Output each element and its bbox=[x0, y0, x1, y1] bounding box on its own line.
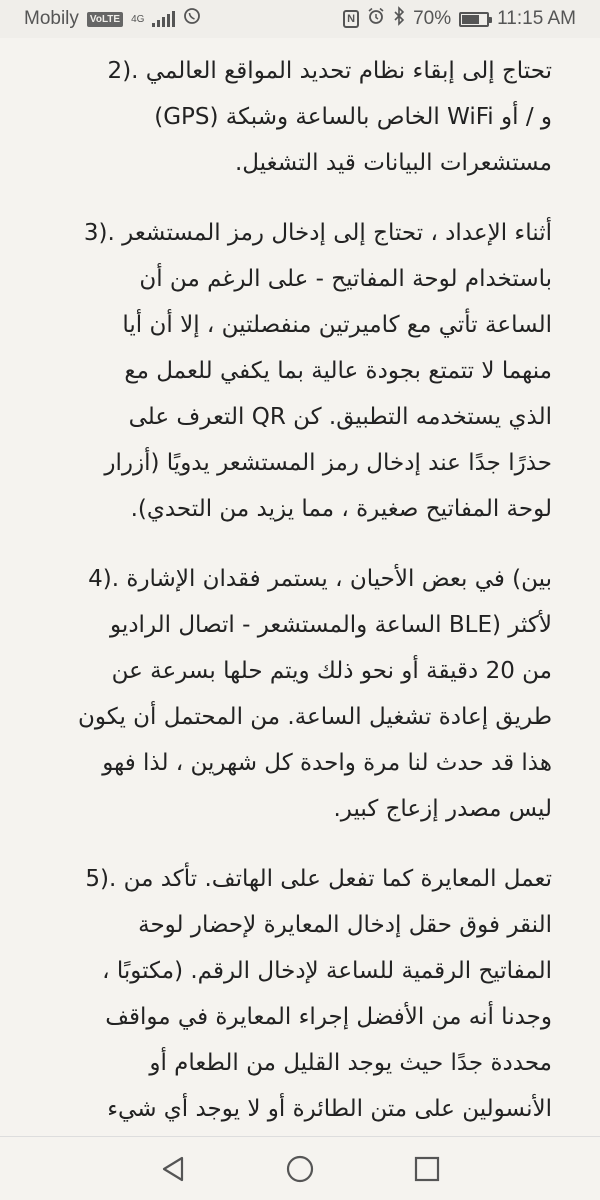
recents-button[interactable] bbox=[407, 1149, 447, 1189]
paragraph-3: أثناء الإعداد ، تحتاج إلى إدخال رمز المستشعر .(3 باستخدام لوحة المفاتيح - على الرغم من أن الساعة تأتي مع كاميرتين منفصلتين ، إلا أن أيا منهما لا تتمتع بجودة عالية بما يكفي للعمل مع الذي يستخدمه التطبيق. كن QR التعرف على حذرًا جدًا عند إدخال رمز المستشعر يدويًا (أزرار لوحة المفاتيح صغيرة ، مما يزيد من التحدي). bbox=[83, 220, 552, 522]
recents-icon bbox=[414, 1156, 440, 1182]
carrier-name: Mobily bbox=[24, 8, 79, 29]
status-right bbox=[343, 7, 576, 31]
network-type: 4G bbox=[131, 13, 145, 25]
bluetooth-icon bbox=[393, 7, 405, 31]
battery-percent: 70% bbox=[413, 8, 452, 29]
nfc-icon: N bbox=[343, 10, 359, 28]
alarm-icon bbox=[367, 7, 385, 31]
status-left bbox=[24, 7, 201, 31]
paragraph-4: بين) في بعض الأحيان ، يستمر فقدان الإشارة .(4 لأكثر (BLE الساعة والمستشعر - اتصال الراديو من 20 دقيقة أو نحو ذلك ويتم حلها بسرعة عن طريق إعادة تشغيل الساعة. من المحتمل أن يكون هذا قد حدث لنا مرة واحدة كل شهرين ، لذا فهو ليس مصدر إزعاج كبير. bbox=[77, 566, 552, 822]
volte-icon: VoLTE bbox=[87, 12, 123, 27]
navigation-bar bbox=[0, 1137, 600, 1200]
paragraph-2: تحتاج إلى إبقاء نظام تحديد المواقع العالمي .(2 و / أو WiFi الخاص بالساعة وشبكة (GPS) مستشعرات البيانات قيد التشغيل. bbox=[107, 58, 552, 176]
back-button[interactable] bbox=[153, 1149, 193, 1189]
article-content[interactable] bbox=[0, 38, 600, 1136]
clock: 11:15 AM bbox=[497, 8, 576, 29]
home-button[interactable] bbox=[280, 1149, 320, 1189]
signal-icon bbox=[152, 11, 175, 27]
paragraph-5: تعمل المعايرة كما تفعل على الهاتف. تأكد من .(5 النقر فوق حقل إدخال المعايرة لإحضار لوحة المفاتيح الرقمية للساعة لإدخال الرقم. (مكتوبًا ، وجدنا أنه من الأفضل إجراء المعايرة في مواقف محددة جدًا حيث يوجد القليل من الطعام أو الأنسولين على متن الطائرة أو لا يوجد أي شيء bbox=[85, 866, 552, 1122]
battery-icon bbox=[459, 12, 489, 27]
status-bar bbox=[0, 0, 600, 38]
back-icon bbox=[160, 1155, 186, 1183]
whatsapp-icon bbox=[183, 7, 201, 31]
home-icon bbox=[286, 1155, 314, 1183]
